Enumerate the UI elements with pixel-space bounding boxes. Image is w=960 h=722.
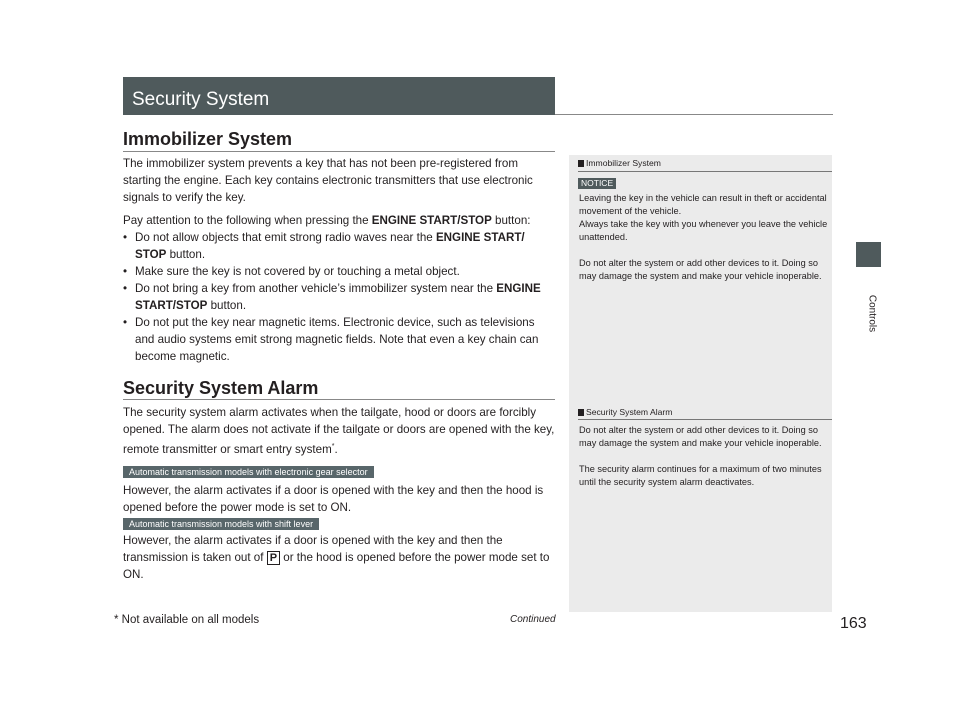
alarm-para-2-end: or the hood is opened before the power mode set to ON. [123,551,550,581]
chapter-tab-marker [856,242,881,267]
attention-text-end: button: [491,214,531,227]
model-tag-electronic-selector: Automatic transmission models with electronic gear selector [123,466,374,478]
note-marker-icon [578,160,584,167]
note-alarm-line-2: The security alarm continues for a maximum of two minutes until the security system alarm deactivates. [579,464,822,487]
note-immobilizer-heading-text: Immobilizer System [586,158,661,168]
alarm-heading-rule [123,399,555,400]
footnote-marker: * [331,443,335,450]
section-title-bar [123,77,555,115]
note-immobilizer-line-1: Leaving the key in the vehicle can result in theft or accidental movement of the vehicle. [579,193,827,216]
chapter-tab-label: Controls [866,294,878,333]
note-marker-icon [578,409,584,416]
bullet-2: • Make sure the key is not covered by or touching a metal object. [123,263,555,280]
park-position-icon: P [267,551,280,565]
alarm-para-2 [123,532,555,583]
bullet-1 [123,229,555,263]
alarm-intro [123,404,555,458]
immobilizer-attention [123,212,555,229]
note-immobilizer-line-3: Do not alter the system or add other devices to it. Doing so may damage the system and make your vehicle inoperable. [579,258,822,281]
attention-button-name: ENGINE START/STOP [371,214,492,227]
note-alarm-line-1: Do not alter the system or add other devices to it. Doing so may damage the system and make your vehicle inoperable. [579,425,822,448]
alarm-heading: Security System Alarm [123,378,319,398]
alarm-para-1: However, the alarm activates if a door is opened with the key and then the hood is opened before the power mode is set to ON. [123,484,544,514]
bullet-4: • Do not put the key near magnetic items. Electronic device, such as televisions and audio systems emit strong magnetic fields. Note that even a key chain can become magnetic. [123,314,555,365]
note-alarm-rule [578,419,832,420]
immobilizer-heading-rule [123,151,555,152]
bullet-3 [123,280,555,314]
note-alarm-heading [578,407,672,418]
bullet-1-button-name: ENGINE START/ STOP [135,231,525,261]
bullet-3-button-name: ENGINE START/STOP [135,282,541,312]
continued-label: Continued [510,614,556,625]
page-number: 163 [840,615,867,632]
model-tag-shift-lever: Automatic transmission models with shift lever [123,518,319,530]
note-alarm-heading-text: Security System Alarm [586,407,673,417]
bullet-3-text-end: button. [207,299,247,312]
footnote: * Not available on all models [114,614,260,626]
note-immobilizer-rule [578,171,832,172]
note-alarm-body [579,424,829,489]
page-title: Security System [132,89,270,110]
note-immobilizer-body [579,192,829,283]
note-immobilizer-line-2: Always take the key with you whenever you leave the vehicle unattended. [579,219,828,242]
alarm-para-2-text: However, the alarm activates if a door is opened with the key and then the transmission is taken out of [123,534,503,564]
bullet-1-text: Do not allow objects that emit strong radio waves near the [135,231,436,244]
alarm-intro-end: . [334,442,338,456]
title-rule [555,114,833,115]
bullet-3-text: Do not bring a key from another vehicle’s immobilizer system near the [135,282,497,295]
attention-text: Pay attention to the following when pressing the [123,214,372,227]
note-immobilizer-heading [578,158,661,169]
alarm-intro-text: The security system alarm activates when the tailgate, hood or doors are forcibly opened. The alarm does not activate if the tailgate or doors are opened with the key, remote transmitter or smart entry system [123,406,555,456]
immobilizer-body [123,155,555,365]
immobilizer-intro: The immobilizer system prevents a key that has not been pre-registered from starting the engine. Each key contains electronic transmitters that use electronic signals to verify the key. [123,157,533,204]
bullet-1-text-end: button. [166,248,206,261]
notice-badge: NOTICE [578,178,616,189]
immobilizer-heading: Immobilizer System [123,129,293,149]
